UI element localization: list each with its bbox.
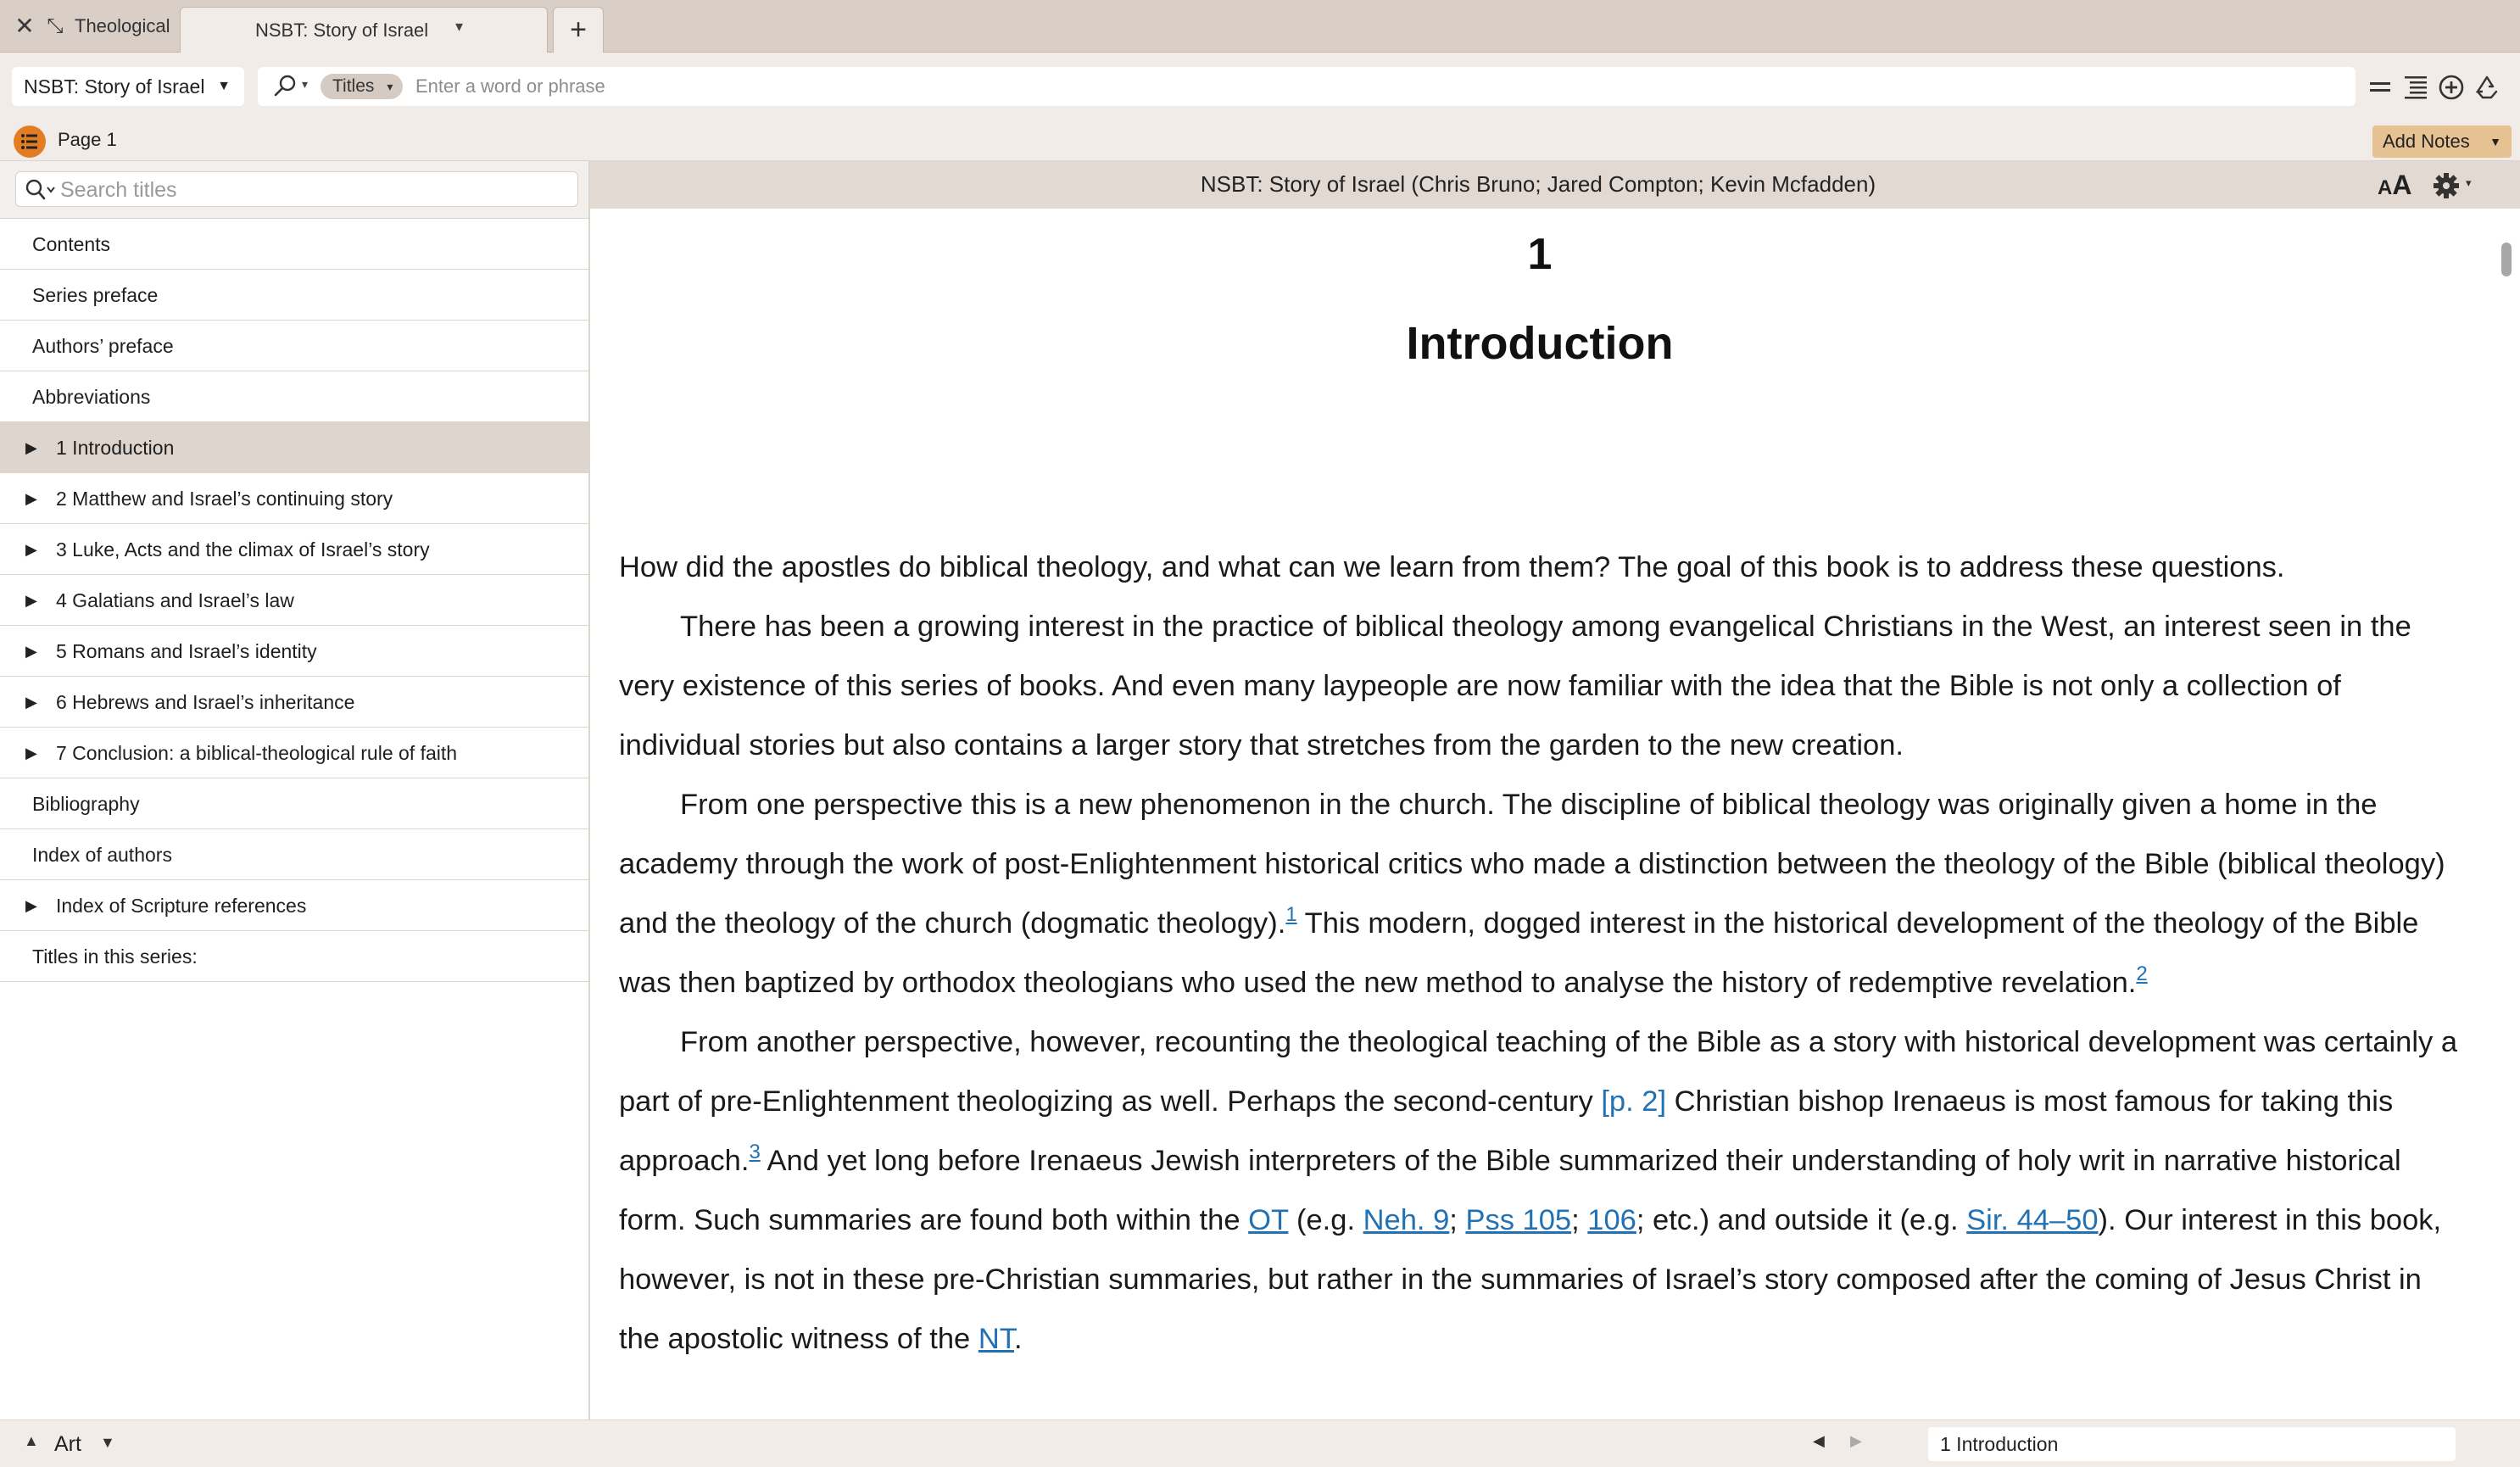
- sidebar-search-box: [15, 171, 578, 207]
- toc-item-index-of-scripture[interactable]: [0, 880, 588, 931]
- toc-item-label: Index of authors: [32, 844, 172, 866]
- search-icon[interactable]: [23, 177, 59, 203]
- search-scope-label: Titles: [332, 76, 375, 96]
- search-bar: [258, 67, 2356, 106]
- collapse-up-icon[interactable]: ▲: [24, 1432, 39, 1449]
- tab-active-label: NSBT: Story of Israel: [255, 20, 429, 41]
- resource-selector-label: NSBT: Story of Israel: [24, 75, 205, 98]
- toc-item-label: 6 Hebrews and Israel’s inheritance: [56, 691, 355, 713]
- chevron-down-icon[interactable]: ▼: [100, 1434, 115, 1451]
- font-size-big-a: A: [2392, 170, 2412, 200]
- tab-theological[interactable]: Theological: [75, 15, 170, 36]
- toc-item-label: Abbreviations: [32, 386, 151, 408]
- toc-item-label: Titles in this series:: [32, 945, 198, 968]
- toc-item-label: Series preface: [32, 284, 159, 306]
- paragraph-4-text-a: From another perspective, however, recounting the theological teaching of the Bible as a story with historical development was certainly a part of pre-Enlightenment theologizing as well. Perhaps the second-century: [619, 1026, 2458, 1118]
- gear-icon[interactable]: [2432, 171, 2461, 200]
- resource-title: NSBT: Story of Israel (Chris Bruno; Jared Compton; Kevin Mcfadden): [1200, 171, 1876, 197]
- toc-item-label: 3 Luke, Acts and the climax of Israel’s story: [56, 538, 430, 561]
- scrollbar-thumb[interactable]: [2501, 243, 2512, 276]
- add-tab-button[interactable]: +: [553, 7, 604, 53]
- page-bar: [0, 122, 2520, 161]
- chevron-down-icon[interactable]: ▾: [2466, 176, 2472, 189]
- chevron-down-icon[interactable]: ▾: [302, 77, 309, 91]
- toc-item-label: 7 Conclusion: a biblical-theological rule of faith: [56, 742, 458, 764]
- toc-item-luke-acts[interactable]: [0, 524, 588, 575]
- search-input[interactable]: [415, 70, 2332, 103]
- toc-item-label: 1 Introduction: [56, 437, 175, 459]
- page-indicator: Page 1: [58, 129, 117, 150]
- chevron-down-icon: ▾: [387, 80, 393, 93]
- previous-section-icon[interactable]: ◀: [1813, 1432, 1825, 1449]
- paragraph-4-text-d: (e.g.: [1288, 1204, 1363, 1236]
- scripture-link-pss-106[interactable]: 106: [1587, 1204, 1636, 1236]
- paragraph-3-text-b: This modern, dogged interest in the historical development of the theology of the Bible was then baptized by orthodox theologians who used the new method to analyse the history of redemptive revelation.: [619, 907, 2419, 999]
- recycle-icon[interactable]: [2473, 73, 2501, 102]
- expand-arrow-icon[interactable]: ▶: [25, 694, 37, 711]
- toc-item-conclusion[interactable]: [0, 728, 588, 778]
- add-notes-button[interactable]: [2372, 126, 2512, 158]
- toc-item-label: Index of Scripture references: [56, 895, 307, 917]
- expand-arrow-icon[interactable]: ▶: [25, 541, 37, 558]
- toc-item-titles-in-series[interactable]: [0, 931, 588, 982]
- reader-header: [590, 161, 2520, 209]
- search-titles-input[interactable]: [60, 175, 569, 205]
- paragraph-2: There has been a growing interest in the practice of biblical theology among evangelical Christians in the West, an interest seen in the very existence of this series of books. And even many laypeople are now familiar with the idea that the Bible is not only a collection of individual stories but also contains a larger story that stretches from the garden to the new creation.: [619, 611, 2411, 761]
- toc-item-matthew[interactable]: [0, 473, 588, 524]
- add-notes-label: Add Notes: [2383, 131, 2470, 152]
- close-tab-icon[interactable]: ✕: [14, 13, 35, 39]
- chapter-number: 1: [1527, 230, 1553, 279]
- chapter-title: Introduction: [1406, 318, 1674, 369]
- expand-arrow-icon[interactable]: ▶: [25, 643, 37, 660]
- paragraph-4-text-f: ). Our interest in this book, however, is not in these pre-Christian summaries, but rather in the summaries of Israel’s story composed after the coming of Jesus Christ in the apostolic witness of the: [619, 1204, 2442, 1355]
- footnote-3-link[interactable]: 3: [749, 1141, 761, 1163]
- add-circle-icon[interactable]: [2437, 73, 2466, 102]
- paragraph-1: How did the apostles do biblical theology, and what can we learn from them? The goal of this book is to address these questions.: [619, 551, 2285, 583]
- paragraph-4-text-g: .: [1014, 1323, 1023, 1355]
- toc-item-bibliography[interactable]: [0, 778, 588, 829]
- toc-item-authors-preface[interactable]: [0, 321, 588, 371]
- paragraph-4-text-c: And yet long before Irenaeus Jewish interpreters of the Bible summarized their understanding of holy writ in narrative historical form. Such summaries are found both within the: [619, 1145, 2401, 1236]
- expand-arrow-icon[interactable]: ▶: [25, 490, 37, 507]
- paragraph-3-text-a: From one perspective this is a new phenomenon in the church. The discipline of biblical theology was originally given a home in the academy through the work of post-Enlightenment historical critics who made a distinction between the theology of the Bible (biblical theology) and the theology of the church (dogmatic theology).: [619, 789, 2445, 940]
- toc-item-hebrews[interactable]: [0, 677, 588, 728]
- toc-item-label: 5 Romans and Israel’s identity: [56, 640, 317, 662]
- section-selector[interactable]: Art: [54, 1432, 81, 1456]
- toolbar: [0, 53, 2520, 122]
- toc-item-label: Authors’ preface: [32, 335, 174, 357]
- toc-item-index-of-authors[interactable]: [0, 829, 588, 880]
- paragraph-3: [619, 775, 2461, 1012]
- location-field[interactable]: 1 Introduction: [1928, 1427, 2456, 1461]
- resource-selector[interactable]: [12, 67, 244, 106]
- expand-arrow-icon[interactable]: ▶: [25, 439, 37, 456]
- toc-item-introduction[interactable]: [0, 422, 588, 473]
- expand-arrow-icon[interactable]: ▶: [25, 897, 37, 914]
- body-text: [619, 538, 2461, 1369]
- search-icon[interactable]: [271, 72, 300, 101]
- paragraph-4: [619, 1012, 2461, 1369]
- expand-arrow-icon[interactable]: ▶: [25, 745, 37, 761]
- toc-item-label: 4 Galatians and Israel’s law: [56, 589, 294, 611]
- status-bar: [0, 1420, 2520, 1467]
- ot-abbreviation-link[interactable]: OT: [1248, 1204, 1289, 1236]
- nt-abbreviation-link[interactable]: NT: [978, 1323, 1014, 1355]
- next-section-icon[interactable]: ▶: [1850, 1432, 1862, 1449]
- sidebar-search-area: [0, 161, 588, 219]
- footnote-2-link[interactable]: 2: [2136, 962, 2148, 985]
- reader-pane: [590, 161, 2520, 1420]
- toc-item-contents[interactable]: [0, 219, 588, 270]
- paragraph-4-text-e: ; etc.) and outside it (e.g.: [1636, 1204, 1967, 1236]
- toc-item-series-preface[interactable]: [0, 270, 588, 321]
- page-reference-link[interactable]: [p. 2]: [1601, 1085, 1667, 1118]
- toc-item-galatians[interactable]: [0, 575, 588, 626]
- chevron-down-icon: ▼: [2489, 135, 2501, 148]
- chevron-down-icon: ▼: [217, 79, 231, 93]
- toc-item-label: Bibliography: [32, 793, 140, 815]
- search-scope-dropdown[interactable]: [321, 74, 403, 99]
- table-of-contents-panel: [0, 161, 590, 1420]
- scripture-link-neh-9[interactable]: Neh. 9: [1363, 1204, 1450, 1236]
- table-of-contents-icon[interactable]: [14, 126, 46, 158]
- scripture-link-sir-44-50[interactable]: Sir. 44–50: [1966, 1204, 2099, 1236]
- footnote-1-link[interactable]: 1: [1285, 903, 1297, 926]
- font-size-small-a: A: [2378, 176, 2393, 199]
- font-size-icon[interactable]: [2378, 170, 2411, 200]
- scripture-link-pss-105[interactable]: Pss 105: [1465, 1204, 1572, 1236]
- float-panel-icon[interactable]: ⤡: [47, 14, 64, 37]
- toc-list: [0, 219, 588, 982]
- separator: ;: [1449, 1204, 1466, 1236]
- tab-active-resource[interactable]: [180, 7, 548, 53]
- paragraph-4-text-b: Christian bishop Irenaeus is most famous for taking this approach.: [619, 1085, 2394, 1177]
- expand-arrow-icon[interactable]: ▶: [25, 592, 37, 609]
- separator: ;: [1571, 1204, 1588, 1236]
- toc-item-abbreviations[interactable]: [0, 371, 588, 422]
- text-display-icon[interactable]: [2401, 73, 2430, 102]
- toc-item-label: Contents: [32, 233, 111, 255]
- chevron-down-icon[interactable]: ▾: [455, 18, 464, 35]
- toc-item-label: 2 Matthew and Israel’s continuing story: [56, 488, 393, 510]
- tab-bar: [0, 0, 2520, 53]
- toc-item-romans[interactable]: [0, 626, 588, 677]
- parallel-view-icon[interactable]: [2366, 73, 2395, 102]
